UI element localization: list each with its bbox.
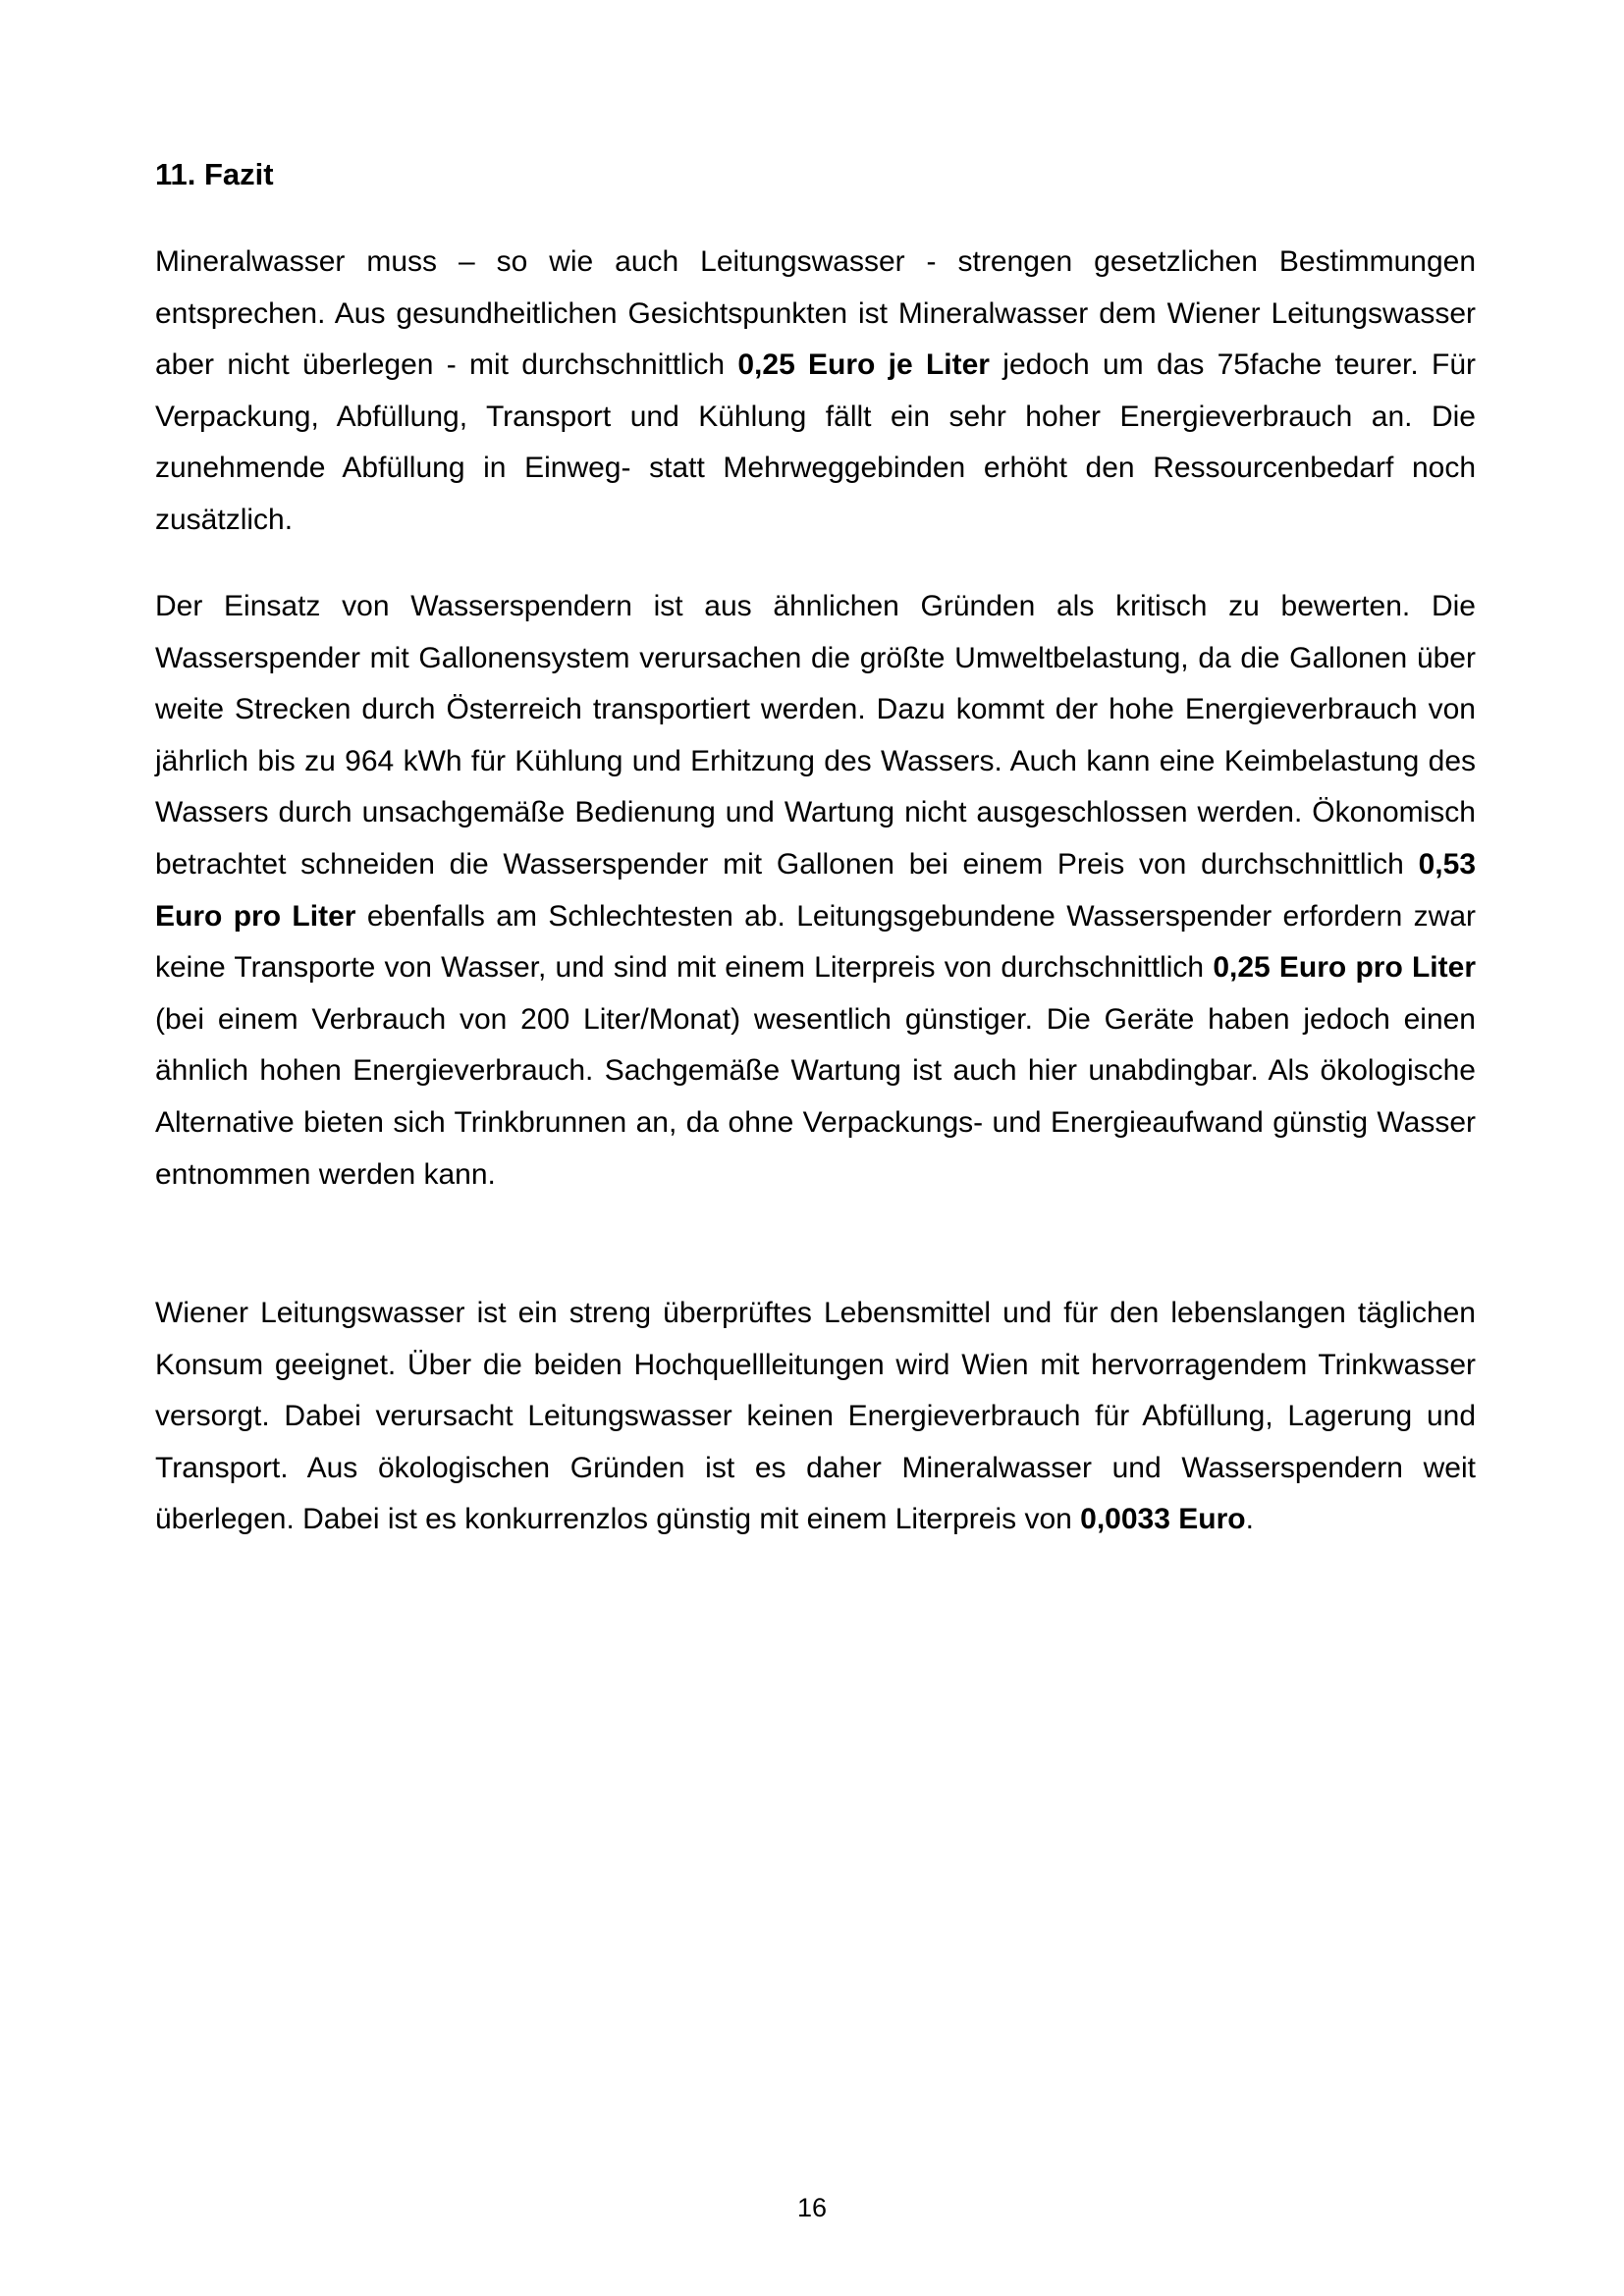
- price-highlight: 0,25 Euro pro Liter: [1213, 951, 1476, 985]
- paragraph-mineralwasser: [155, 237, 1476, 547]
- price-highlight: 0,25 Euro je Liter: [737, 348, 990, 382]
- paragraph-text: Mineralwasser muss – so wie auch Leitungswasser - strengen gesetzlichen Bestimmungen entsprechen. Aus gesundheitlichen Gesichtspunkten ist Mineralwasser dem Wiener Leitungswasser aber nicht überlegen - mit durchschnittlich: [155, 245, 1476, 382]
- paragraph-text: .: [1245, 1503, 1254, 1536]
- page-number: 16: [796, 2193, 828, 2222]
- paragraph-leitungswasser: [155, 1288, 1476, 1546]
- paragraph-text: (bei einem Verbrauch von 200 Liter/Monat) wesentlich günstiger. Die Geräte haben jedoch einen ähnlich hohen Energieverbrauch. Sachgemäße Wartung ist auch hier unabdingbar. Als ökologische Alternative bieten sich Trinkbrunnen an, da ohne Verpackungs- und Energieaufwand günstig Wasser entnommen werden kann.: [155, 1002, 1476, 1191]
- paragraph-text: Der Einsatz von Wasserspendern ist aus ähnlichen Gründen als kritisch zu bewerten. Die Wasserspender mit Gallonensystem verursachen die größte Umweltbelastung, da die Gallonen über weite Strecken durch Österreich transportiert werden. Dazu kommt der hohe Energieverbrauch von jährlich bis zu 964 kWh für Kühlung und Erhitzung des Wassers. Auch kann eine Keimbelastung des Wassers durch unsachgemäße Bedienung und Wartung nicht ausgeschlossen werden. Ökonomisch betrachtet schneiden die Wasserspender mit Gallonen bei einem Preis von durchschnittlich: [155, 590, 1476, 881]
- paragraph-text: jedoch um das 75fache teurer. Für Verpackung, Abfüllung, Transport und Kühlung fällt ein sehr hoher Energieverbrauch an. Die zunehmende Abfüllung in Einweg- statt Mehrweggebinden erhöht den Ressourcenbedarf noch zusätzlich.: [155, 348, 1477, 536]
- price-highlight: 0,53 Euro pro Liter: [155, 847, 1476, 933]
- paragraph-wasserspender: [155, 581, 1476, 1201]
- price-highlight: 0,0033 Euro: [1080, 1503, 1246, 1536]
- paragraph-text: Wiener Leitungswasser ist ein streng überprüftes Lebensmittel und für den lebenslangen täglichen Konsum geeignet. Über die beiden Hochquellleitungen wird Wien mit hervorragendem Trinkwasser versorgt. Dabei verursacht Leitungswasser keinen Energieverbrauch für Abfüllung, Lagerung und Transport. Aus ökologischen Gründen ist es daher Mineralwasser und Wasserspendern weit überlegen. Dabei ist es konkurrenzlos günstig mit einem Literpreis von: [155, 1297, 1476, 1536]
- paragraph-text: ebenfalls am Schlechtesten ab. Leitungsgebundene Wasserspender erfordern zwar keine Transporte von Wasser, und sind mit einem Literpreis von durchschnittlich: [155, 899, 1477, 985]
- section-heading: 11. Fazit: [155, 157, 274, 191]
